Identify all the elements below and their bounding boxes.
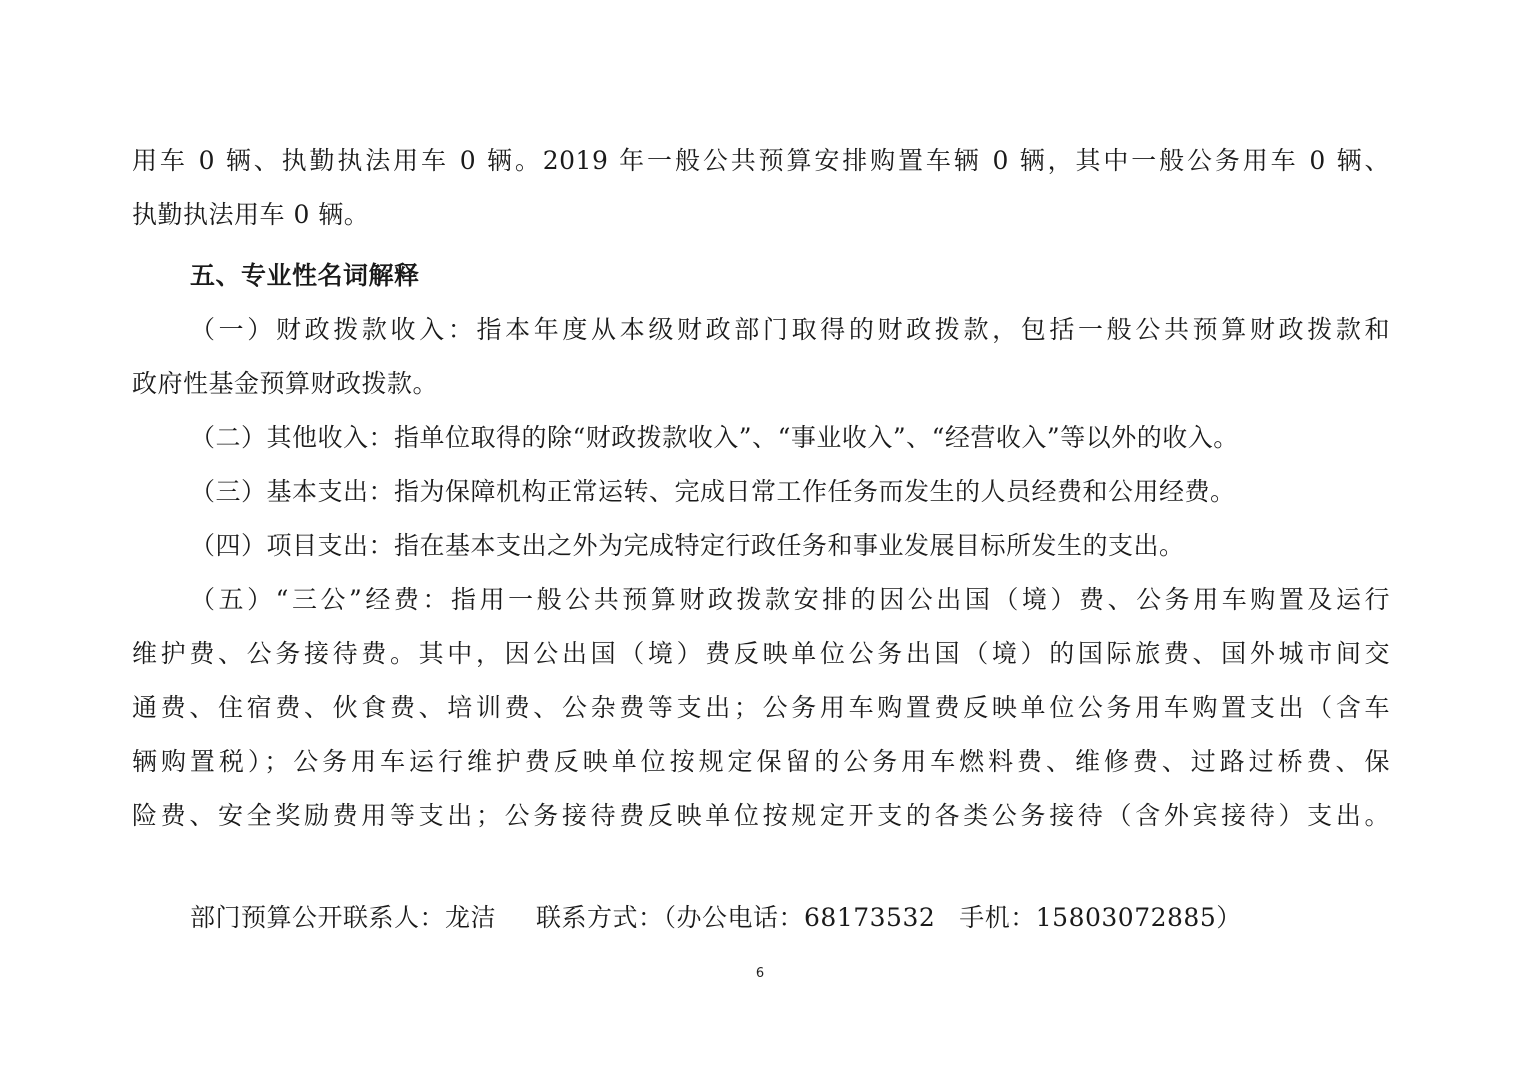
paragraph-line: 用车 0 辆、执勤执法用车 0 辆。2019 年一般公共预算安排购置车辆 0 辆，其中一般公务用车 0 辆、 xyxy=(132,146,1390,175)
term-definition-line: 险费、安全奖励费用等支出；公务接待费反映单位按规定开支的各类公务接待（含外宾接待）支出。 xyxy=(132,801,1390,830)
term-definition-line: （五）“三公”经费：指用一般公共预算财政拨款安排的因公出国（境）费、公务用车购置及运行 xyxy=(190,585,1390,614)
term-definition-line: 政府性基金预算财政拨款。 xyxy=(132,369,439,398)
term-definition-line: （四）项目支出：指在基本支出之外为完成特定行政任务和事业发展目标所发生的支出。 xyxy=(190,531,1185,560)
term-definition-line: 维护费、公务接待费。其中，因公出国（境）费反映单位公务出国（境）的国际旅费、国外城市间交 xyxy=(132,639,1390,668)
term-definition-line: （一）财政拨款收入：指本年度从本级财政部门取得的财政拨款，包括一般公共预算财政拨款和 xyxy=(190,315,1390,344)
section-heading: 五、专业性名词解释 xyxy=(190,261,420,290)
term-definition-line: （二）其他收入：指单位取得的除“财政拨款收入”、“事业收入”、“经营收入”等以外的收入。 xyxy=(190,423,1239,452)
term-definition-line: （三）基本支出：指为保障机构正常运转、完成日常工作任务而发生的人员经费和公用经费。 xyxy=(190,477,1236,506)
paragraph-line: 执勤执法用车 0 辆。 xyxy=(132,200,370,229)
page-number: 6 xyxy=(755,966,765,981)
contact-office-phone: 联系方式：（办公电话：68173532 xyxy=(536,903,936,932)
term-definition-line: 通费、住宿费、伙食费、培训费、公杂费等支出；公务用车购置费反映单位公务用车购置支出（含车 xyxy=(132,693,1390,722)
contact-mobile: 手机：15803072885） xyxy=(959,903,1242,932)
term-definition-line: 辆购置税）；公务用车运行维护费反映单位按规定保留的公务用车燃料费、维修费、过路过桥费、保 xyxy=(132,747,1390,776)
contact-info xyxy=(190,901,1242,935)
contact-person: 部门预算公开联系人：龙洁 xyxy=(190,903,497,932)
